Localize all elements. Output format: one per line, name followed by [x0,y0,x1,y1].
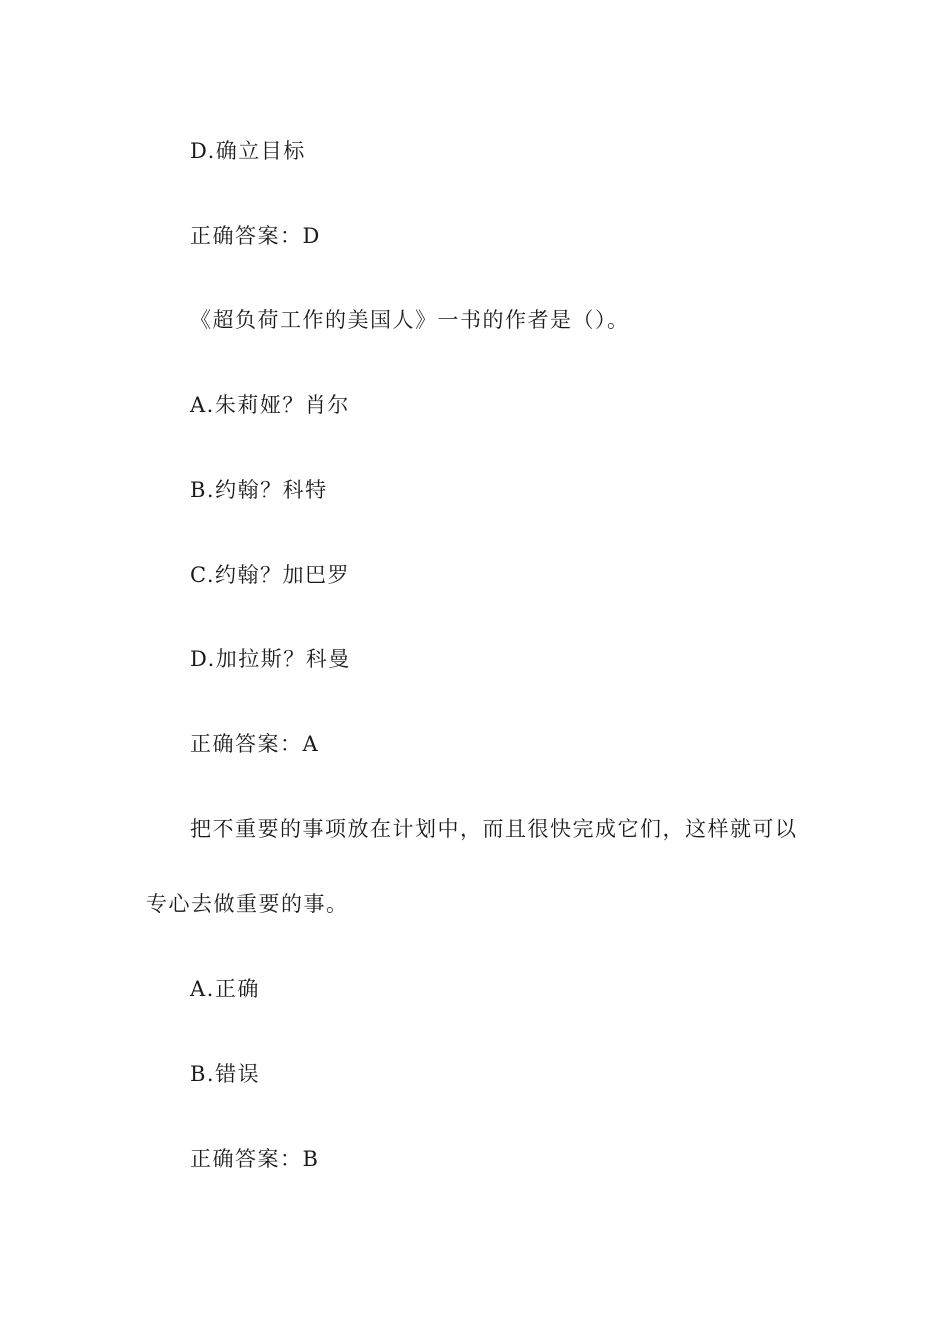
question-2-option-b: B.错误 [190,1062,261,1086]
question-2-line-1: 把不重要的事项放在计划中，而且很快完成它们，这样就可以 [190,817,798,841]
question-1-option-d: D.加拉斯？科曼 [190,647,351,671]
option-d-previous: D.确立目标 [190,139,306,163]
question-1-option-a: A.朱莉娅？肖尔 [190,393,350,417]
answer-line-2: 正确答案：A [190,732,320,756]
question-1: 《超负荷工作的美国人》一书的作者是（）。 [190,308,630,332]
question-2-line-2: 专心去做重要的事。 [146,892,349,916]
answer-line-3: 正确答案：B [190,1147,320,1171]
answer-line-1: 正确答案：D [190,224,321,248]
question-1-option-b: B.约翰？科特 [190,478,328,502]
question-2-option-a: A.正确 [190,977,260,1001]
question-1-option-c: C.约翰？加巴罗 [190,563,350,587]
